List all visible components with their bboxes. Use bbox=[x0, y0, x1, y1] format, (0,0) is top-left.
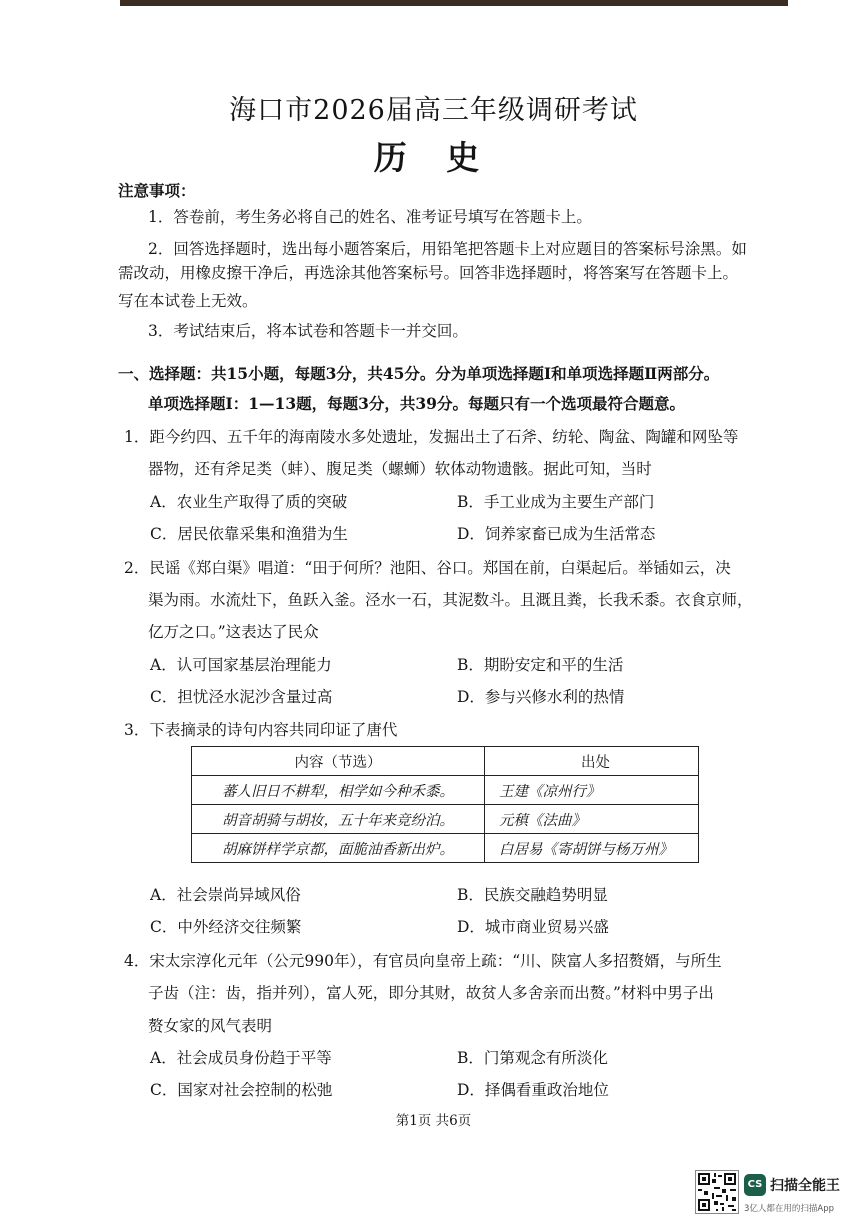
option-a: A．认可国家基层治理能力 bbox=[150, 656, 332, 674]
poem-content: 胡麻饼样学京都，面脆油香新出炉。 bbox=[192, 834, 485, 863]
question-stem: 4．宋太宗淳化元年（公元990年），有官员向皇帝上疏：“川、陕富人多招赘婿，与所生 bbox=[124, 952, 722, 970]
option-c: C．中外经济交往频繁 bbox=[150, 918, 302, 936]
option-b: B．门第观念有所淡化 bbox=[457, 1049, 608, 1067]
option-a: A．社会崇尚异域风俗 bbox=[150, 886, 301, 904]
option-a: A．社会成员身份趋于平等 bbox=[150, 1049, 332, 1067]
section-heading: 一、选择题：共15小题，每题3分，共45分。分为单项选择题Ⅰ和单项选择题Ⅱ两部分。 bbox=[118, 364, 720, 383]
table-row bbox=[192, 776, 699, 805]
question-stem: 渠为雨。水流灶下，鱼跃入釜。泾水一石，其泥数斗。且溉且粪，长我禾黍。衣食京师， bbox=[148, 591, 753, 609]
option-d: D．饲养家畜已成为生活常态 bbox=[457, 525, 656, 543]
poem-source: 白居易《寄胡饼与杨万州》 bbox=[485, 834, 699, 863]
poem-source: 王建《凉州行》 bbox=[485, 776, 699, 805]
subject-title: 历 史 bbox=[373, 138, 494, 177]
table-header-content: 内容（节选） bbox=[192, 747, 485, 776]
page-number: 第1页 共6页 bbox=[395, 1113, 472, 1129]
question-stem: 亿万之口。”这表达了民众 bbox=[148, 623, 319, 641]
option-d: D．择偶看重政治地位 bbox=[457, 1081, 609, 1099]
option-c: C．居民依靠采集和渔猎为生 bbox=[150, 525, 348, 543]
camscanner-logo-icon: CS bbox=[744, 1174, 766, 1196]
question-stem: 赘女家的风气表明 bbox=[148, 1017, 273, 1035]
poem-table bbox=[191, 746, 699, 863]
section-subheading: 单项选择题Ⅰ：1—13题，每题3分，共39分。每题只有一个选项最符合题意。 bbox=[148, 394, 685, 413]
option-a: A．农业生产取得了质的突破 bbox=[150, 493, 348, 511]
question-stem: 1．距今约四、五千年的海南陵水多处遗址，发掘出土了石斧、纺轮、陶盆、陶罐和网坠等 bbox=[124, 428, 739, 446]
table-row bbox=[192, 834, 699, 863]
scanner-tagline: 3亿人都在用的扫描App bbox=[744, 1204, 835, 1214]
qr-code-icon bbox=[695, 1170, 739, 1214]
notes-line: 2．回答选择题时，选出每小题答案后，用铅笔把答题卡上对应题目的答案标号涂黑。如 bbox=[148, 240, 747, 258]
notes-heading: 注意事项： bbox=[118, 181, 196, 200]
question-stem: 子齿（注：齿，指并列），富人死，即分其财，故贫人多舍亲而出赘。”材料中男子出 bbox=[148, 984, 714, 1002]
poem-content: 蕃人旧日不耕犁，相学如今种禾黍。 bbox=[192, 776, 485, 805]
question-stem: 2．民谣《郑白渠》唱道：“田于何所？池阳、谷口。郑国在前，白渠起后。举锸如云，决 bbox=[124, 559, 731, 577]
table-row bbox=[192, 805, 699, 834]
option-b: B．民族交融趋势明显 bbox=[457, 886, 608, 904]
table-header-source: 出处 bbox=[485, 747, 699, 776]
poem-source: 元稹《法曲》 bbox=[485, 805, 699, 834]
question-stem: 器物，还有斧足类（蚌）、腹足类（螺蛳）软体动物遗骸。据此可知，当时 bbox=[148, 460, 652, 478]
poem-content: 胡音胡骑与胡妆，五十年来竞纷泊。 bbox=[192, 805, 485, 834]
option-b: B．手工业成为主要生产部门 bbox=[457, 493, 655, 511]
notes-line: 需改动，用橡皮擦干净后，再选涂其他答案标号。回答非选择题时，将答案写在答题卡上。 bbox=[118, 264, 739, 282]
notes-line: 3．考试结束后，将本试卷和答题卡一并交回。 bbox=[148, 322, 468, 340]
option-b: B．期盼安定和平的生活 bbox=[457, 656, 624, 674]
notes-line: 写在本试卷上无效。 bbox=[118, 292, 258, 310]
scanner-app-name: 扫描全能王 bbox=[770, 1178, 840, 1194]
option-d: D．参与兴修水利的热情 bbox=[457, 688, 625, 706]
option-c: C．国家对社会控制的松弛 bbox=[150, 1081, 333, 1099]
question-stem: 3．下表摘录的诗句内容共同印证了唐代 bbox=[124, 721, 398, 739]
exam-title: 海口市2026届高三年级调研考试 bbox=[229, 95, 638, 126]
scan-top-edge bbox=[120, 0, 788, 6]
option-c: C．担忧泾水泥沙含量过高 bbox=[150, 688, 333, 706]
notes-line: 1．答卷前，考生务必将自己的姓名、准考证号填写在答题卡上。 bbox=[148, 208, 592, 226]
option-d: D．城市商业贸易兴盛 bbox=[457, 918, 609, 936]
